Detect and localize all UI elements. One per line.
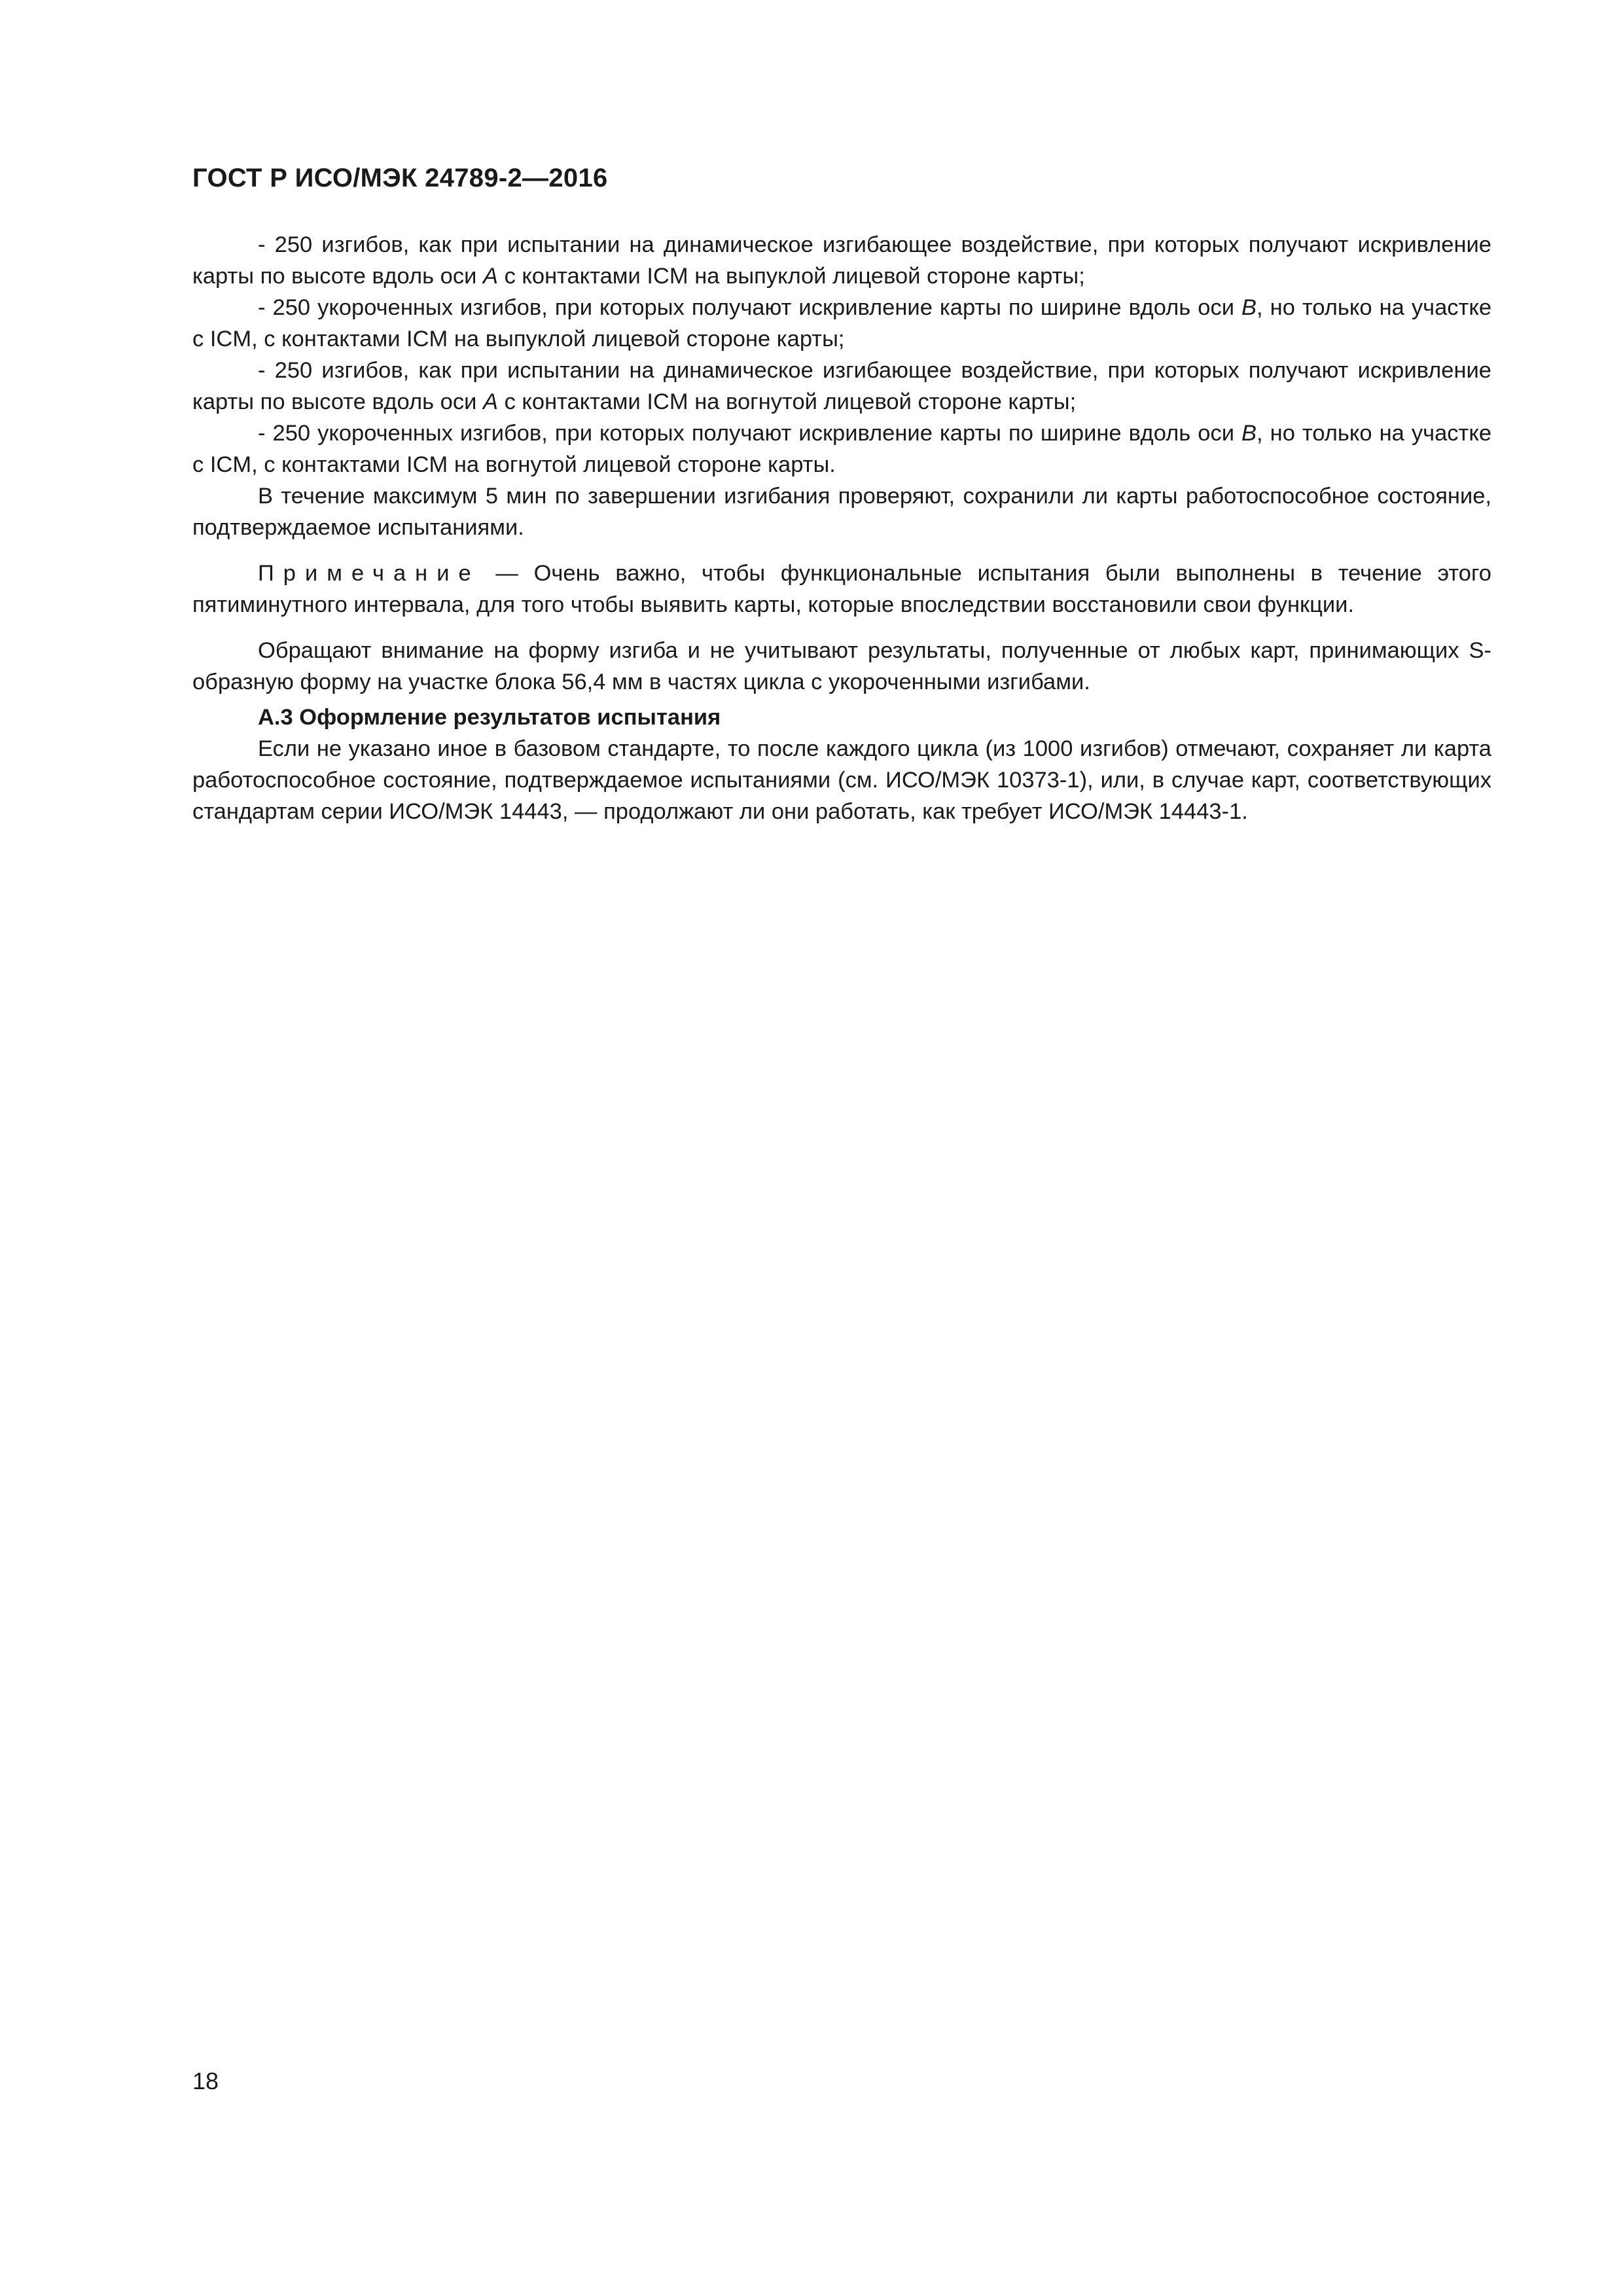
list-item-text: с контактами ICM на вогнутой лицевой стороне карты; <box>497 389 1077 414</box>
axis-label: A <box>482 389 498 414</box>
document-header: ГОСТ Р ИСО/МЭК 24789-2—2016 <box>192 164 608 192</box>
axis-label: A <box>482 264 498 289</box>
note-paragraph <box>192 558 1491 620</box>
note-label: Примечание <box>258 561 480 586</box>
page-body <box>192 229 1491 827</box>
list-item-text: с контактами ICM на выпуклой лицевой стороне карты; <box>497 264 1085 289</box>
shape-paragraph: Обращают внимание на форму изгиба и не учитывают результаты, полученные от любых карт, принимающих S-образную форму на участке блока 56,4 мм в частях цикла с укороченными изгибами. <box>192 638 1491 694</box>
list-item <box>192 229 1491 292</box>
axis-label: B <box>1241 421 1257 446</box>
page-number: 18 <box>192 2068 219 2094</box>
section-heading: А.3 Оформление результатов испытания <box>258 705 721 730</box>
list-item <box>192 292 1491 355</box>
note-text: — Очень важно, чтобы функциональные испытания были выполнены в течение этого пятиминутного интервала, для того чтобы выявить карты, которые впоследствии восстановили свои функции. <box>192 561 1491 617</box>
list-item-text: - 250 изгибов, как при испытании на динамическое изгибающее воздействие, при которых получают искривление карты по высоте вдоль оси <box>192 232 1491 289</box>
list-item <box>192 418 1491 480</box>
check-paragraph: В течение максимум 5 мин по завершении изгибания проверяют, сохранили ли карты работоспособное состояние, подтверждаемое испытаниями. <box>192 484 1491 540</box>
list-item-text: - 250 укороченных изгибов, при которых получают искривление карты по ширине вдоль оси <box>258 295 1242 320</box>
list-item-text: - 250 изгибов, как при испытании на динамическое изгибающее воздействие, при которых получают искривление карты по высоте вдоль оси <box>192 358 1491 414</box>
list-item-text: , но только на участке с ICM, с контактами ICM на вогнутой лицевой стороне карты. <box>192 421 1492 477</box>
list-item-text: - 250 укороченных изгибов, при которых получают искривление карты по ширине вдоль оси <box>258 421 1242 446</box>
axis-label: B <box>1241 295 1257 320</box>
list-item-text: , но только на участке с ICM, с контактами ICM на выпуклой лицевой стороне карты; <box>192 295 1492 351</box>
list-item <box>192 355 1491 418</box>
section-paragraph: Если не указано иное в базовом стандарте, то после каждого цикла (из 1000 изгибов) отмечают, сохраняет ли карта работоспособное состояние, подтверждаемое испытаниями (см. ИСО/МЭК 10373-1), или, в случае карт, соответствующих стандартам серии ИСО/МЭК 14443, — продолжают ли они работать, как требует ИСО/МЭК 14443-1. <box>192 736 1491 824</box>
